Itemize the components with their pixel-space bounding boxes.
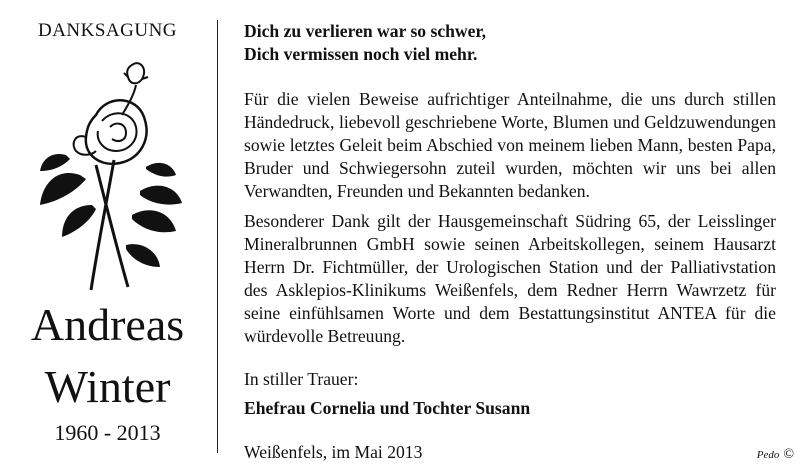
deceased-first-name: Andreas (30, 299, 185, 350)
signature-names: Ehefrau Cornelia und Tochter Susann (244, 398, 531, 418)
signature-intro: In stiller Trauer: (244, 369, 359, 389)
copyright-symbol: © (783, 447, 794, 462)
place-date: Weißenfels, im Mai 2013 (244, 442, 423, 462)
rose-icon (36, 55, 186, 295)
notice-heading: DANKSAGUNG (37, 20, 178, 41)
motto (244, 20, 776, 66)
motto-line-2: Dich vermissen noch viel mehr. (244, 44, 478, 64)
left-column (0, 0, 215, 467)
deceased-last-name: Winter (44, 361, 171, 412)
life-years: 1960 - 2013 (54, 420, 161, 445)
thanks-paragraph: Für die vielen Beweise aufrichtiger Anteilnahme, die uns durch stillen Händedruck, liebevoll geschriebene Worte, Blumen und Geldzuwendungen sowie letztes Geleit beim Abschied von meinem lieben Mann, besten Papa, Bruder und Schwiegersohn zuteil wurden, möchten wir uns bei allen Verwandten, Freunden und Bekannten bedanken. (244, 89, 776, 201)
motto-line-1: Dich zu verlieren war so schwer, (244, 21, 487, 41)
credit-text: Pedo (756, 449, 780, 461)
column-divider (217, 20, 218, 453)
right-column (244, 20, 776, 464)
credit (757, 447, 794, 463)
special-thanks-paragraph: Besonderer Dank gilt der Hausgemeinschaft Südring 65, der Leisslinger Mineralbrunnen GmbH sowie seinen Arbeitskollegen, seinem Hausarzt Herrn Dr. Fichtmüller, der Urologischen Station und der Palliativstation des Asklepios-Klinikums Weißenfels, dem Redner Herrn Wawrzetz für seine einfühlsamen Worte und dem Bestattungsinstitut ANTEA für die würdevolle Betreuung. (244, 211, 776, 346)
